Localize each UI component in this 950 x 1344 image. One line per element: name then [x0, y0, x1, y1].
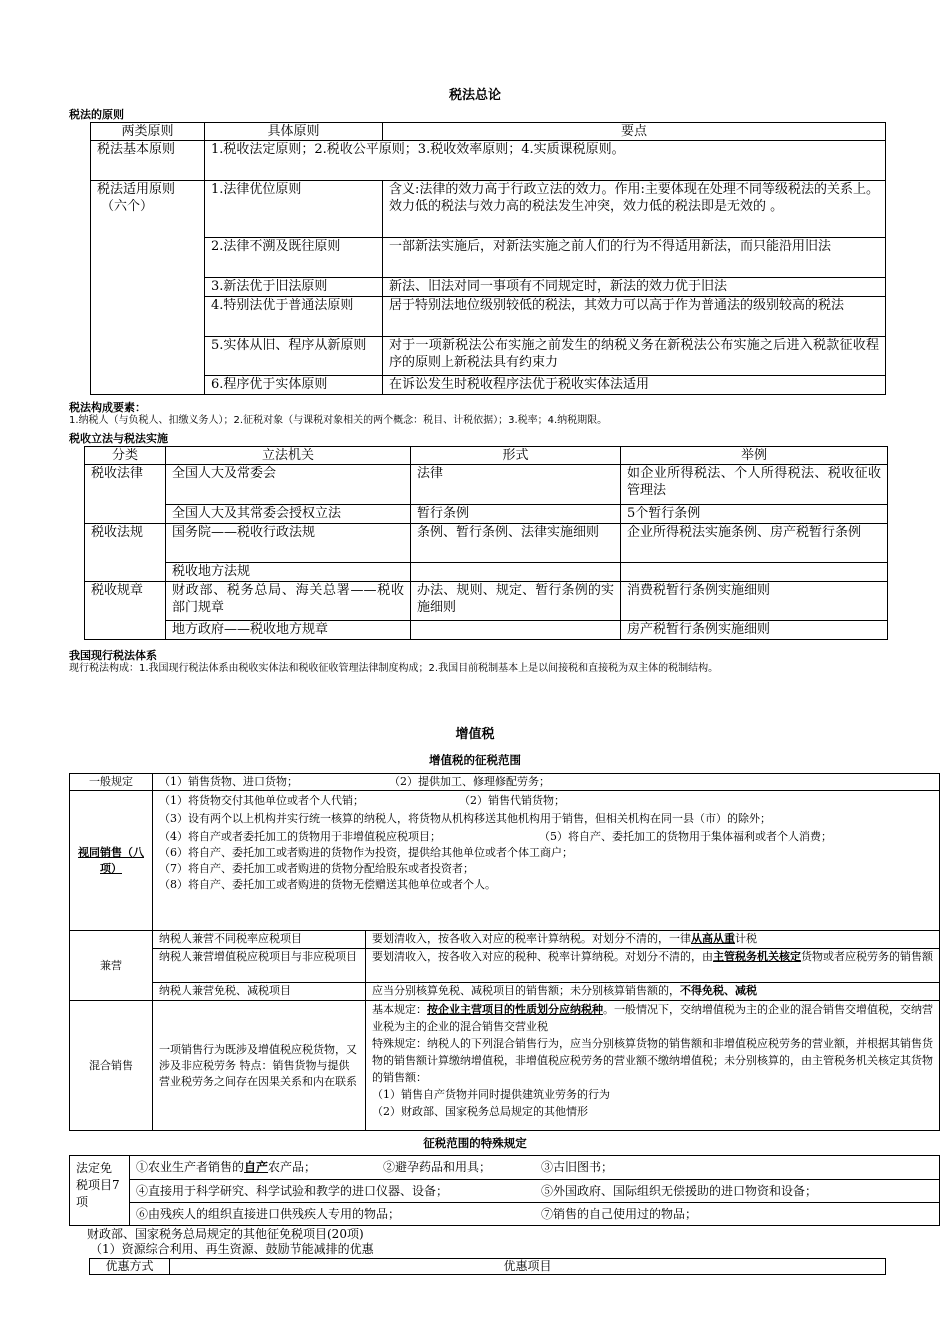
exempt-item: ②避孕药品和用具； — [383, 1160, 492, 1174]
rule-text: 。一般情况下，交纳增值税为主的企业的混合销售交增值税，交纳营业税为主的企业的混合销售交营业税 — [372, 1003, 933, 1033]
rule-text: 应当分别核算免税、减税项目的销售额；未分别核算销售额的， — [372, 984, 680, 997]
basic-principles-label: 税法基本原则 — [91, 141, 205, 181]
exempt-item: ⑤外国政府、国际组织无偿援助的进口物资和设备； — [541, 1183, 818, 1198]
general-content — [153, 774, 940, 791]
header-cell: 优惠方式 — [90, 1259, 170, 1275]
mixed-sale-label: 混合销售 — [70, 1001, 153, 1131]
header-cell: 要点 — [383, 123, 886, 141]
legislature-cell: 全国人大及常委会 — [166, 465, 411, 505]
legislature-cell: 国务院——税收行政法规 — [166, 524, 411, 563]
deemed-sale-content — [153, 791, 940, 931]
principle-point: 含义:法律的效力高于行政立法的效力。作用:主要体现在处理不同等级税法的关系上。效力低的税法与效力高的税法发生冲突，效力低的税法即是无效的 。 — [383, 181, 886, 238]
exempt-row — [130, 1156, 940, 1180]
exempt-row — [130, 1180, 940, 1203]
mixed-special-rule: 特殊规定：纳税人的下列混合销售行为，应当分别核算货物的销售额和非增值税应税劳务的营业额，并根据其销售货物的销售额计算缴纳增值税，非增值税应税劳务的营业额不缴纳增值税；未分别核算的，由主管税务机关核定其货物的销售额： — [372, 1037, 933, 1084]
deemed-sale-label — [70, 791, 153, 931]
header-cell: 立法机关 — [166, 447, 411, 465]
principle-name: 3.新法优于旧法原则 — [205, 278, 383, 297]
regulation-label: 税收法规 — [85, 524, 166, 582]
mixed-sale-case: 一项销售行为既涉及增值税应税货物，又涉及非应税劳务 特点：销售货物与提供营业税劳务之间存在因果关系和内在联系 — [153, 1001, 366, 1131]
concurrent-label: 兼营 — [70, 931, 153, 1001]
deemed-item: （2）销售代销货物； — [459, 794, 565, 807]
form-cell: 条例、暂行条例、法律实施细则 — [411, 524, 621, 563]
deemed-item: （4）将自产或者委托加工的货物用于非增值税应税项目； — [159, 830, 441, 843]
deemed-line — [159, 829, 933, 845]
example-cell: 企业所得税法实施条例、房产税暂行条例 — [621, 524, 888, 563]
deemed-line: （8）将自产、委托加工或者购进的货物无偿赠送其他单位或者个人。 — [159, 878, 496, 891]
exempt-text: 农产品； — [268, 1160, 317, 1174]
exempt-item — [136, 1158, 383, 1177]
concurrent-case: 纳税人兼营增值税应税项目与非应税项目 — [153, 949, 366, 983]
doc-title: 税法总论 — [448, 88, 501, 103]
basic-principles-content: 1.税收法定原则；2.税收公平原则；3.税收效率原则；4.实质课税原则。 — [205, 141, 886, 181]
deemed-item: （5）将自产、委托加工的货物用于集体福利或者个人消费； — [539, 830, 832, 843]
rule-text: 货物或者应税劳务的销售额 — [801, 950, 933, 963]
principles-table — [90, 122, 886, 395]
example-cell: 如企业所得税法、个人所得税法、税收征收管理法 — [621, 465, 888, 505]
principle-name: 6.程序优于实体原则 — [205, 376, 383, 395]
mixed-item: （1）销售自产货物并同时提供建筑业劳务的行为 — [372, 1088, 610, 1101]
general-item: （2）提供加工、修理修配劳务； — [389, 775, 550, 788]
rule-text: 计税 — [735, 932, 757, 945]
rule-text: 要划清收入，按各收入对应的税率计算纳税。对划分不清的，一律 — [372, 932, 691, 945]
applied-principles-label — [91, 181, 205, 395]
legislature-cell: 地方政府——税收地方规章 — [166, 621, 411, 640]
deemed-line: （7）将自产、委托加工或者购进的货物分配给股东或者投资者； — [159, 862, 474, 875]
header-cell: 举例 — [621, 447, 888, 465]
elements-text: 1.纳税人（与负税人、扣缴义务人）；2.征税对象（与课税对象相关的两个概念：税目、计税依据）；3.税率；4.纳税期限。 — [69, 415, 608, 426]
rule-emphasis: 不得免税、减税 — [680, 984, 757, 997]
general-item: （1）销售货物、进口货物； — [159, 775, 298, 788]
header-cell: 分类 — [85, 447, 166, 465]
legislation-table — [84, 446, 888, 640]
special-scope-title: 征税范围的特殊规定 — [423, 1136, 527, 1150]
elements-heading: 税法构成要素： — [69, 401, 146, 414]
principle-name: 4.特别法优于普通法原则 — [205, 297, 383, 337]
deemed-line — [159, 793, 933, 809]
principle-name: 1.法律优位原则 — [205, 181, 383, 238]
general-label: 一般规定 — [70, 774, 153, 791]
exempt-item: ⑥由残疾人的组织直接进口供残疾人专用的物品； — [136, 1206, 401, 1221]
mixed-sale-rules — [366, 1001, 940, 1131]
applied-label-note: （六个） — [101, 199, 154, 214]
example-cell — [621, 563, 888, 582]
system-heading: 我国现行税法体系 — [69, 649, 157, 662]
rule-emphasis: 从高从重 — [691, 932, 735, 945]
legislature-cell: 全国人大及其常委会授权立法 — [166, 505, 411, 524]
legislation-heading: 税收立法与税法实施 — [69, 432, 168, 445]
rule-text: 基本规定： — [372, 1003, 427, 1016]
principle-name: 5.实体从旧、程序从新原则 — [205, 337, 383, 376]
law-label: 税收法律 — [85, 465, 166, 524]
exempt-row — [130, 1203, 940, 1226]
exempt-text: ①农业生产者销售的 — [136, 1160, 245, 1174]
header-cell: 两类原则 — [91, 123, 205, 141]
mixed-basic-rule — [372, 1001, 933, 1035]
form-cell: 暂行条例 — [411, 505, 621, 524]
other-exempt-note: 财政部、国家税务总局规定的其他征免税项目(20项) — [87, 1227, 364, 1241]
exempt-table — [69, 1155, 940, 1226]
system-text: 现行税法构成：1.我国现行税法体系由税收实体法和税收征收管理法律制度构成；2.我国目前税制基本上是以间接税和直接税为双主体的税制结构。 — [69, 663, 719, 674]
exempt-item: ⑦销售的自己使用过的物品； — [541, 1206, 698, 1221]
exempt-item: ④直接用于科学研究、科学试验和教学的进口仪器、设备； — [136, 1183, 449, 1198]
header-cell: 优惠项目 — [170, 1259, 886, 1275]
exempt-item: ③古旧图书； — [541, 1160, 614, 1174]
header-cell: 具体原则 — [205, 123, 383, 141]
concurrent-rule — [366, 931, 940, 949]
preferential-table — [89, 1258, 886, 1275]
concurrent-rule — [366, 983, 940, 1001]
principles-heading: 税法的原则 — [69, 108, 124, 121]
resource-heading: （1）资源综合利用、再生资源、鼓励节能减排的优惠 — [90, 1242, 374, 1256]
vat-title: 增值税 — [455, 727, 495, 742]
principle-name: 2.法律不溯及既往原则 — [205, 238, 383, 278]
form-cell — [411, 621, 621, 640]
legislature-cell: 财政部、税务总局、海关总署——税收部门规章 — [166, 582, 411, 621]
form-cell — [411, 563, 621, 582]
rule-emphasis: 主管税务机关核定 — [713, 950, 801, 963]
example-cell: 5个暂行条例 — [621, 505, 888, 524]
form-cell: 办法、规则、规定、暂行条例的实施细则 — [411, 582, 621, 621]
rule-label: 税收规章 — [85, 582, 166, 640]
example-cell: 消费税暂行条例实施细则 — [621, 582, 888, 621]
principle-point: 一部新法实施后，对新法实施之前人们的行为不得适用新法，而只能沿用旧法 — [383, 238, 886, 278]
rule-emphasis: 按企业主营项目的性质划分应纳税种 — [427, 1003, 603, 1016]
deemed-sale-label-text: 视同销售（八项） — [78, 845, 144, 875]
rule-text: 要划清收入，按各收入对应的税种、税率计算纳税。对划分不清的，由 — [372, 950, 713, 963]
deemed-item: （1）将货物交付其他单位或者个人代销； — [159, 794, 364, 807]
concurrent-case: 纳税人兼营不同税率应税项目 — [153, 931, 366, 949]
principle-point: 对于一项新税法公布实施之前发生的纳税义务在新税法公布实施之后进入税款征收程序的原则上新税法具有约束力 — [383, 337, 886, 376]
deemed-line: （6）将自产、委托加工或者购进的货物作为投资，提供给其他单位或者个体工商户； — [159, 846, 573, 859]
exempt-label: 法定免税项目7项 — [70, 1156, 130, 1226]
concurrent-case: 纳税人兼营免税、减税项目 — [153, 983, 366, 1001]
vat-scope-title: 增值税的征税范围 — [429, 753, 521, 767]
form-cell: 法律 — [411, 465, 621, 505]
legislature-cell: 税收地方法规 — [166, 563, 411, 582]
vat-scope-table — [69, 773, 940, 1131]
concurrent-rule — [366, 949, 940, 983]
principle-point: 新法、旧法对同一事项有不同规定时，新法的效力优于旧法 — [383, 278, 886, 297]
example-cell: 房产税暂行条例实施细则 — [621, 621, 888, 640]
applied-label-text: 税法适用原则 — [97, 182, 176, 197]
principle-point: 居于特别法地位级别较低的税法，其效力可以高于作为普通法的级别较高的税法 — [383, 297, 886, 337]
exempt-emphasis: 自产 — [244, 1160, 269, 1174]
header-cell: 形式 — [411, 447, 621, 465]
deemed-line: （3）设有两个以上机构并实行统一核算的纳税人，将货物从机构移送其他机构用于销售，但相关机构在同一县（市）的除外； — [159, 812, 771, 825]
mixed-item: （2）财政部、国家税务总局规定的其他情形 — [372, 1105, 588, 1118]
principle-point: 在诉讼发生时税收程序法优于税收实体法适用 — [383, 376, 886, 395]
